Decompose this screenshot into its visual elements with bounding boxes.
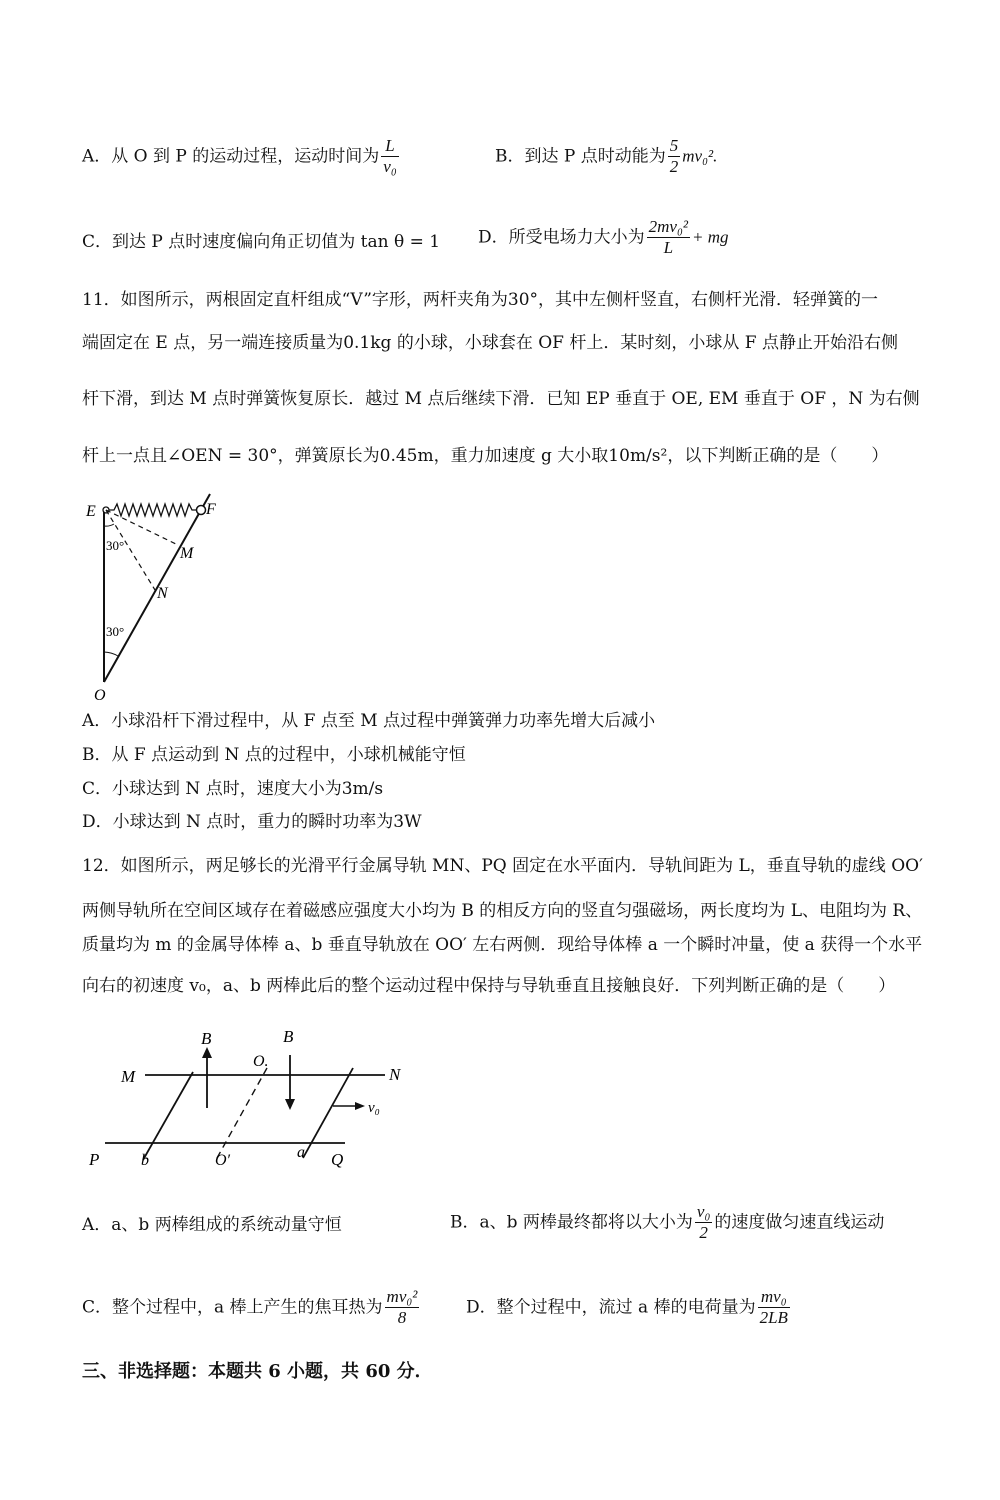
q12-option-d-text: D．整个过程中，流过 a 棒的电荷量为 <box>466 1297 756 1318</box>
velocity-arrow-head <box>355 1102 365 1110</box>
q10-option-d-num: 2mv₀² <box>648 217 688 236</box>
q12-option-d-den: 2LB <box>759 1307 788 1327</box>
q12-line-3: 质量均为 m 的金属导体棒 a、b 垂直导轨放在 OO′ 左右两侧．现给导体棒 a 一个瞬时冲量，使 a 获得一个水平 <box>82 935 923 955</box>
q11-option-a: A．小球沿杆下滑过程中，从 F 点至 M 点过程中弹簧弹力功率先增大后减小 <box>82 711 656 731</box>
label-f: F <box>206 501 216 518</box>
q10-option-a <box>82 137 401 177</box>
q12-figure <box>85 1020 425 1175</box>
q10-option-a-fraction <box>381 137 398 177</box>
label-p: P <box>89 1150 100 1169</box>
q12-option-b-num: v₀ <box>696 1202 711 1221</box>
label-o: O <box>94 687 106 704</box>
q12-option-b <box>450 1203 884 1243</box>
label-angle-top: 30° <box>106 538 125 553</box>
q10-option-b-text: B．到达 P 点时动能为 <box>495 146 666 167</box>
dashed-oo <box>217 1068 267 1158</box>
label-b2: B <box>283 1027 294 1046</box>
q10-option-d-den: L <box>663 237 674 257</box>
q12-line-2: 两侧导轨所在空间区域存在着磁感应强度大小均为 B 的相反方向的竖直匀强磁场，两长度均为 L、电阻均为 R、 <box>82 901 923 921</box>
label-n: N <box>157 585 168 602</box>
q10-option-b-suffix: mv₀². <box>682 146 718 166</box>
q10-option-b <box>495 137 717 177</box>
q12-option-b-text: B．a、b 两棒最终都将以大小为 <box>450 1212 693 1233</box>
label-e: E <box>86 503 96 520</box>
q12-option-b-den: 2 <box>699 1222 708 1242</box>
q12-option-a <box>82 1215 342 1235</box>
q10-option-d <box>478 218 728 258</box>
arrow-up-head <box>202 1047 212 1058</box>
label-v0: v₀ <box>368 1100 380 1116</box>
label-b-bar: b <box>141 1152 149 1169</box>
q10-option-b-den: 2 <box>669 156 679 176</box>
arrow-down-head <box>285 1099 295 1110</box>
label-angle-bottom: 30° <box>106 624 125 639</box>
angle-arc-bottom <box>104 652 118 656</box>
label-o-prime: O′ <box>215 1152 231 1169</box>
q11-line-4: 杆上一点且∠OEN = 30°，弹簧原长为0.45m，重力加速度 g 大小取10m/s²，以下判断正确的是（ ） <box>82 446 889 466</box>
spring <box>108 504 198 516</box>
q12-option-d-num: mv₀ <box>758 1288 790 1308</box>
q11-line-1: 11．如图所示，两根固定直杆组成“V”字形，两杆夹角为30°，其中左侧杆竖直，右侧杆光滑．轻弹簧的一 <box>82 290 879 310</box>
q10-option-a-num: L <box>381 137 398 157</box>
q10-option-a-den: v₀ <box>383 156 397 176</box>
q10-option-c <box>82 232 440 252</box>
angle-arc-top <box>104 524 114 526</box>
label-q: Q <box>331 1150 344 1169</box>
q12-option-d-fraction <box>758 1288 790 1328</box>
bar-b <box>143 1072 193 1160</box>
q12-option-c-den: 8 <box>397 1307 407 1327</box>
q11-option-c: C．小球达到 N 点时，速度大小为3m/s <box>82 779 384 799</box>
q12-option-c <box>82 1288 421 1328</box>
bar-a <box>303 1068 353 1158</box>
q12-option-b-fraction <box>695 1203 712 1243</box>
label-m: M <box>180 545 194 562</box>
q12-option-c-num: mv₀² <box>386 1287 418 1306</box>
q10-option-b-fraction <box>668 137 681 177</box>
q12-line-4: 向右的初速度 v₀，a、b 两棒此后的整个运动过程中保持与导轨垂直且接触良好．下列判断正确的是（ ） <box>82 976 896 996</box>
ball <box>197 506 206 515</box>
q10-option-c-text: C．到达 P 点时速度偏向角正切值为 tan θ = 1 <box>82 232 441 252</box>
label-m: M <box>121 1067 136 1086</box>
q11-option-d: D．小球达到 N 点时，重力的瞬时功率为3W <box>82 812 422 832</box>
q11-option-b: B．从 F 点运动到 N 点的过程中，小球机械能守恒 <box>82 745 466 765</box>
q12-line-1: 12．如图所示，两足够长的光滑平行金属导轨 MN、PQ 固定在水平面内．导轨间距为 L，垂直导轨的虚线 OO′ <box>82 856 923 876</box>
q10-option-b-num: 5 <box>669 136 679 155</box>
label-o-dot: O. <box>253 1053 269 1070</box>
q12-option-c-fraction <box>385 1288 420 1328</box>
q11-line-2: 端固定在 E 点，另一端连接质量为0.1kg 的小球，小球套在 OF 杆上．某时刻，小球从 F 点静止开始沿右侧 <box>82 333 898 353</box>
q10-option-d-fraction <box>647 218 690 258</box>
q10-option-d-text: D．所受电场力大小为 <box>478 227 645 248</box>
label-n: N <box>389 1065 401 1084</box>
q11-line-3: 杆下滑，到达 M 点时弹簧恢复原长．越过 M 点后继续下滑．已知 EP 垂直于 OE, EM 垂直于 OF ，N 为右侧 <box>82 389 920 409</box>
q11-figure <box>80 490 240 705</box>
q12-option-c-text: C．整个过程中，a 棒上产生的焦耳热为 <box>82 1297 383 1318</box>
section-3-heading: 三、非选择题：本题共 6 小题，共 60 分． <box>82 1361 433 1382</box>
q12-option-b-suffix: 的速度做匀速直线运动 <box>714 1212 885 1233</box>
label-b1: B <box>201 1029 212 1048</box>
q12-option-d <box>466 1288 792 1328</box>
q10-option-d-suffix: + mg <box>691 227 729 247</box>
q10-option-a-text: A．从 O 到 P 的运动过程，运动时间为 <box>82 146 380 167</box>
label-a-bar: a <box>297 1144 305 1161</box>
q12-option-a-text: A．a、b 两棒组成的系统动量守恒 <box>82 1215 342 1235</box>
